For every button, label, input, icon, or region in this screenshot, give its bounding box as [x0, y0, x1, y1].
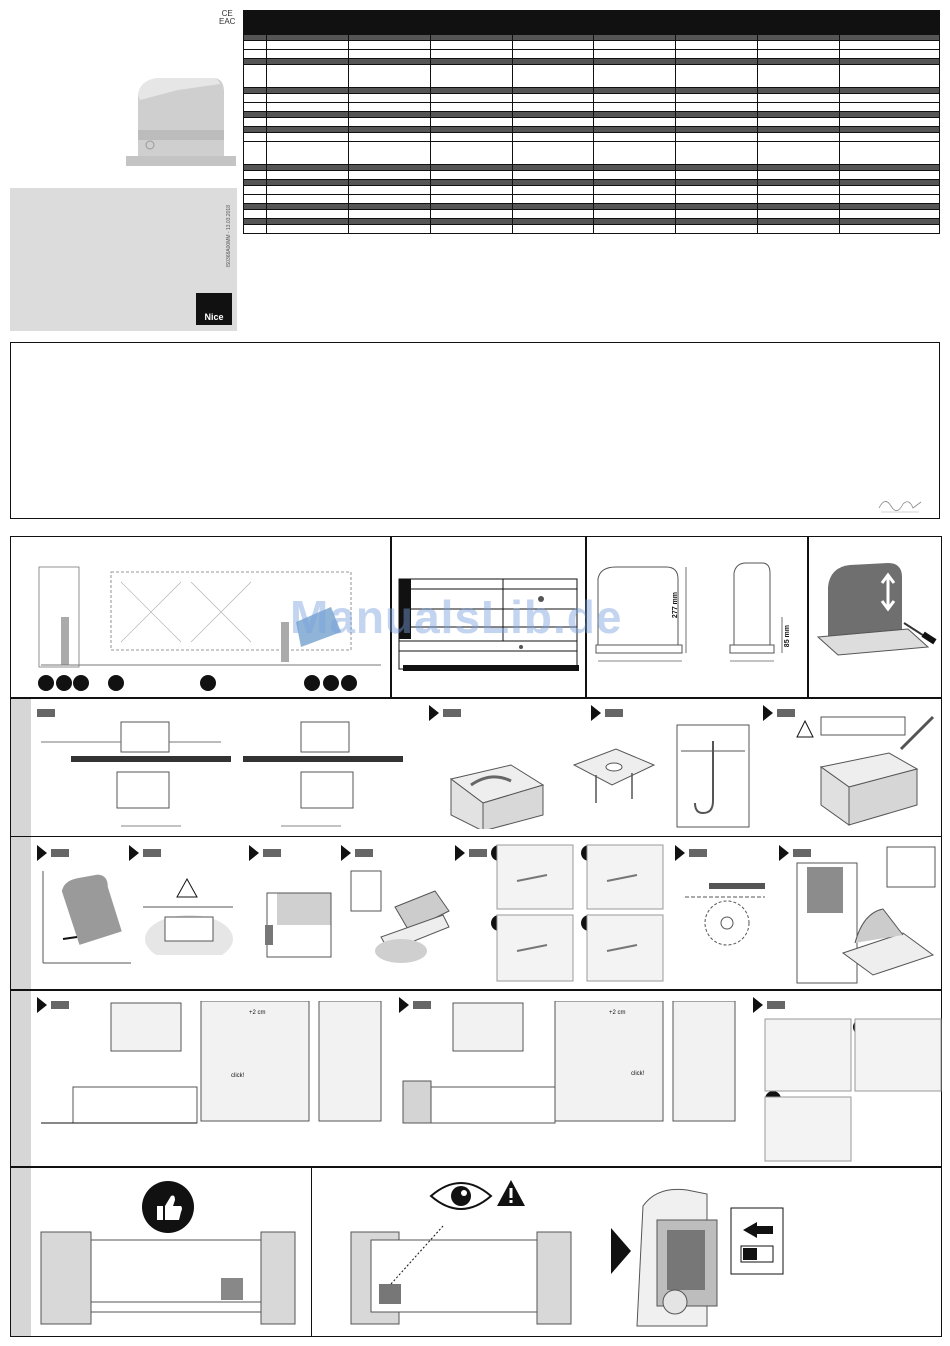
spec-cell — [244, 103, 267, 112]
doc-code: IS0368A00MM - 13.03.2018 — [226, 205, 232, 268]
spec-row — [244, 171, 940, 180]
rack-fixing-drawing — [783, 843, 941, 987]
ce-mark — [219, 10, 235, 26]
release-steps-drawing — [487, 841, 665, 985]
step-tag — [605, 709, 623, 717]
spec-cell — [840, 171, 940, 180]
spec-cell — [758, 195, 840, 204]
spec-cell — [758, 225, 840, 234]
anchor-bolt-drawing — [673, 721, 753, 831]
cover-removal-drawing — [808, 537, 941, 697]
spec-row — [244, 50, 940, 59]
spec-cell — [430, 171, 512, 180]
spec-cell — [244, 195, 267, 204]
spec-cell — [266, 225, 348, 234]
spec-cell — [512, 225, 594, 234]
step-arrow — [37, 845, 47, 861]
product-image — [118, 70, 238, 175]
spec-cell — [266, 41, 348, 50]
spec-cell — [266, 94, 348, 103]
spec-cell — [676, 50, 758, 59]
spec-cell — [348, 186, 430, 195]
spec-cell — [266, 118, 348, 127]
spec-cell — [840, 65, 940, 88]
click-label: click! — [231, 1073, 245, 1079]
spec-cell — [594, 195, 676, 204]
plus-2cm-label: +2 cm — [249, 1010, 266, 1016]
spec-cell — [348, 210, 430, 219]
step-tag — [355, 849, 373, 857]
spec-cell — [512, 133, 594, 142]
spec-cell — [266, 195, 348, 204]
gate-closed-ok-drawing — [37, 1222, 297, 1332]
spec-cell — [594, 41, 676, 50]
spec-cell — [758, 118, 840, 127]
spec-cell — [840, 210, 940, 219]
spec-cell — [348, 50, 430, 59]
spec-cell — [758, 65, 840, 88]
spec-cell — [676, 171, 758, 180]
spec-cell — [512, 94, 594, 103]
spec-cell — [348, 142, 430, 165]
spec-cell — [594, 186, 676, 195]
spec-cell — [512, 50, 594, 59]
spec-cell — [840, 225, 940, 234]
spec-cell — [430, 225, 512, 234]
spec-cell — [758, 133, 840, 142]
foundation-section — [10, 698, 942, 837]
spec-cell — [676, 142, 758, 165]
section-sidebar — [11, 837, 31, 989]
spec-cell — [594, 118, 676, 127]
spec-cell — [244, 41, 267, 50]
spec-cell — [758, 103, 840, 112]
spec-cell — [840, 103, 940, 112]
spec-cell — [594, 50, 676, 59]
step-tag — [143, 849, 161, 857]
spec-cell — [348, 171, 430, 180]
spec-row — [244, 225, 940, 234]
gate-closed-check-drawing — [347, 1222, 577, 1332]
step-arrow — [763, 705, 773, 721]
step-arrow — [341, 845, 351, 861]
spec-cell — [266, 171, 348, 180]
spec-cell — [676, 133, 758, 142]
step-tag — [469, 849, 487, 857]
spec-cell — [676, 103, 758, 112]
spec-cell — [594, 171, 676, 180]
eac-text: EAC — [219, 17, 236, 26]
spec-cell — [676, 225, 758, 234]
installation-section — [10, 836, 942, 990]
spec-row — [244, 65, 940, 88]
spec-cell — [244, 65, 267, 88]
spec-cell — [512, 210, 594, 219]
spec-row — [244, 118, 940, 127]
spec-cell — [266, 65, 348, 88]
spec-cell — [266, 186, 348, 195]
level-check-drawing — [133, 875, 243, 955]
spec-cell — [594, 94, 676, 103]
spec-cell — [430, 195, 512, 204]
spec-cell — [840, 41, 940, 50]
spec-cell — [266, 133, 348, 142]
spec-row — [244, 210, 940, 219]
spec-cell — [594, 142, 676, 165]
spec-cell — [430, 41, 512, 50]
spec-cell — [840, 94, 940, 103]
depth-dimension: 85 mm — [784, 625, 791, 648]
spec-row — [244, 41, 940, 50]
spec-cell — [758, 186, 840, 195]
spec-cell — [244, 133, 267, 142]
rack-gear-drawing — [681, 877, 771, 957]
final-check-section — [10, 1167, 942, 1337]
control-unit-drawing — [627, 1186, 797, 1334]
warning-icon — [495, 1178, 527, 1208]
spec-row — [244, 133, 940, 142]
spec-cell — [348, 118, 430, 127]
spec-cell — [266, 50, 348, 59]
spec-cell — [430, 133, 512, 142]
spec-cell — [348, 103, 430, 112]
spec-cell — [348, 133, 430, 142]
spec-row — [244, 186, 940, 195]
step-arrow — [455, 845, 465, 861]
spec-cell — [430, 65, 512, 88]
spec-cell — [676, 186, 758, 195]
spec-cell — [244, 118, 267, 127]
spec-cell — [430, 142, 512, 165]
spec-cell — [348, 225, 430, 234]
spec-cell — [594, 210, 676, 219]
nice-logo: Nice — [196, 293, 232, 325]
spec-cell — [512, 171, 594, 180]
spec-cell — [244, 94, 267, 103]
spec-cell — [840, 195, 940, 204]
spec-table-header — [243, 10, 940, 34]
spec-cell — [244, 171, 267, 180]
spec-cell — [758, 171, 840, 180]
spec-cell — [512, 186, 594, 195]
lock-steps-drawing — [763, 1015, 943, 1165]
signature — [875, 494, 925, 516]
plus-2cm-label: +2 cm — [609, 1010, 626, 1016]
spec-cell — [512, 65, 594, 88]
section-sidebar — [11, 1168, 31, 1336]
spec-cell — [676, 65, 758, 88]
spec-cell — [244, 142, 267, 165]
spec-table — [243, 34, 940, 234]
spec-cell — [266, 210, 348, 219]
step-arrow — [753, 997, 763, 1013]
spec-cell — [244, 210, 267, 219]
eye-icon — [429, 1176, 493, 1216]
fixing-drawing — [345, 867, 455, 967]
spec-cell — [244, 186, 267, 195]
spec-cell — [840, 118, 940, 127]
spec-cell — [676, 41, 758, 50]
spec-cell — [348, 94, 430, 103]
step-arrow — [249, 845, 259, 861]
spec-cell — [512, 142, 594, 165]
step-tag — [263, 849, 281, 857]
declaration-box — [10, 342, 940, 519]
spec-row — [244, 94, 940, 103]
step-tag — [767, 1001, 785, 1009]
spec-cell — [244, 50, 267, 59]
spec-cell — [758, 210, 840, 219]
spec-cell — [348, 65, 430, 88]
concrete-pour-drawing — [791, 713, 941, 831]
spec-cell — [758, 50, 840, 59]
spec-cell — [266, 103, 348, 112]
spec-cell — [430, 210, 512, 219]
spec-cell — [430, 118, 512, 127]
spec-cell — [676, 210, 758, 219]
section-sidebar — [11, 699, 31, 836]
spec-cell — [512, 103, 594, 112]
spec-row — [244, 103, 940, 112]
step-arrow — [591, 705, 601, 721]
section-sidebar — [11, 991, 31, 1166]
spec-cell — [430, 50, 512, 59]
anchor-plate-drawing — [566, 729, 661, 819]
spec-cell — [676, 195, 758, 204]
spec-cell — [430, 186, 512, 195]
step-arrow — [129, 845, 139, 861]
spec-cell — [594, 225, 676, 234]
click-label: click! — [631, 1071, 645, 1077]
spec-cell — [266, 142, 348, 165]
side-view-drawing — [255, 889, 333, 971]
spec-cell — [840, 186, 940, 195]
ce-text: CE — [221, 9, 233, 18]
divider — [311, 1168, 312, 1336]
spec-cell — [512, 118, 594, 127]
foundation-positioning-drawing — [31, 714, 431, 834]
cover-removal-panel — [807, 536, 942, 698]
spec-cell — [594, 103, 676, 112]
spec-cell — [758, 142, 840, 165]
spec-cell — [840, 142, 940, 165]
spec-cell — [676, 94, 758, 103]
spec-cell — [430, 103, 512, 112]
spec-cell — [676, 118, 758, 127]
spec-cell — [244, 225, 267, 234]
limit-switch-section — [10, 990, 942, 1167]
spec-cell — [348, 41, 430, 50]
spec-row — [244, 195, 940, 204]
spec-cell — [430, 94, 512, 103]
step-arrow — [675, 845, 685, 861]
spec-cell — [512, 41, 594, 50]
spec-cell — [594, 133, 676, 142]
height-dimension: 277 mm — [672, 592, 679, 619]
spec-row — [244, 142, 940, 165]
spec-cell — [758, 41, 840, 50]
step-tag — [689, 849, 707, 857]
close-stop-drawing — [399, 1001, 759, 1131]
step-tag — [443, 709, 461, 717]
spec-cell — [840, 50, 940, 59]
excavation-drawing — [431, 719, 561, 829]
spec-cell — [512, 195, 594, 204]
spec-cell — [758, 94, 840, 103]
open-stop-drawing — [37, 1001, 397, 1131]
step-tag — [51, 849, 69, 857]
spec-cell — [840, 133, 940, 142]
spec-cell — [594, 65, 676, 88]
motor-placement-drawing — [37, 867, 137, 967]
watermark: ManualsLib.de — [290, 591, 623, 643]
spec-cell — [348, 195, 430, 204]
